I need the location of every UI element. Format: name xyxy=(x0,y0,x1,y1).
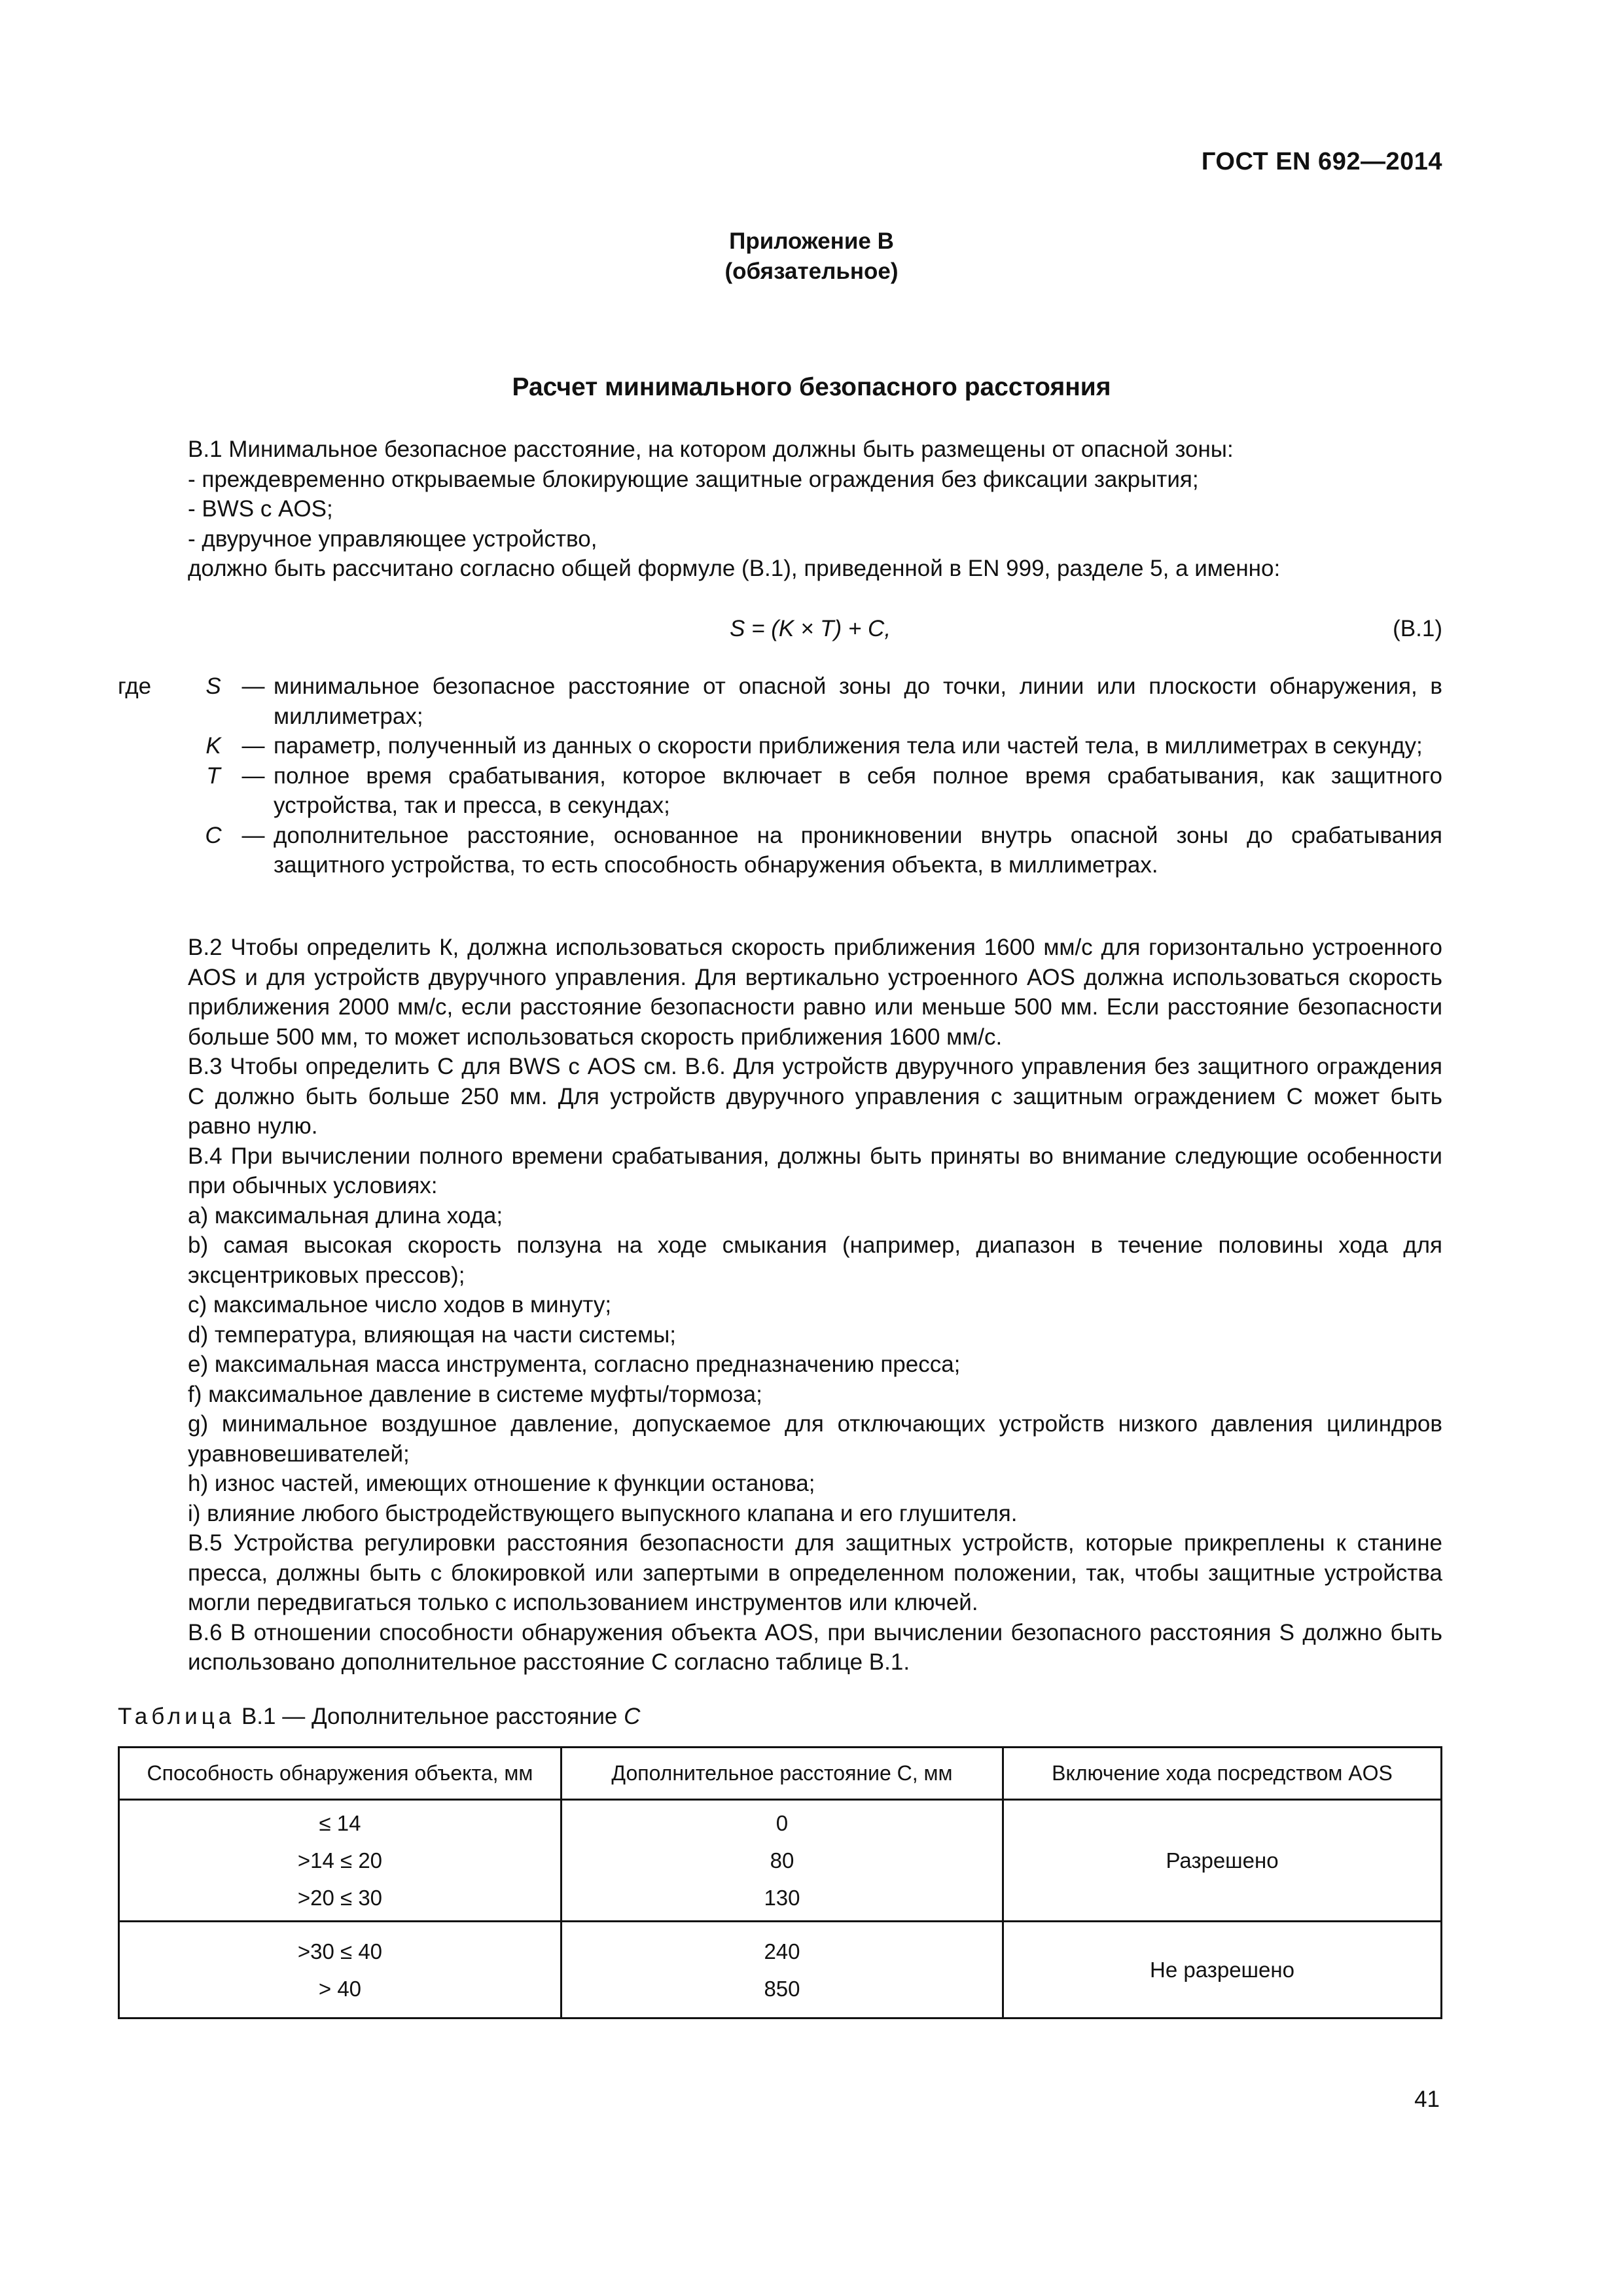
b4-list-item: е) максимальная масса инструмента, согласно предназначению пресса; xyxy=(188,1352,961,1377)
definition-symbol: K xyxy=(205,733,221,759)
column-header-aos: Включение хода посредством AOS xyxy=(1003,1748,1442,1800)
b1-tail: должно быть рассчитано согласно общей формуле (В.1), приведенной в EN 999, разделе 5, а именно: xyxy=(188,556,1281,581)
detection-value: > 40 xyxy=(318,1976,362,2001)
definition-dash: — xyxy=(241,822,265,848)
detection-cell xyxy=(119,1800,562,1922)
table-caption-text: В.1 — Дополнительное расстояние xyxy=(235,1704,624,1729)
definition-dash: — xyxy=(241,733,265,759)
detection-value: ≤ 14 xyxy=(319,1811,361,1835)
definition-symbol: S xyxy=(205,673,221,699)
clause-b2: В.2 Чтобы определить К, должна использоваться скорость приближения 1600 мм/с для горизонтально устроенного AOS и для устройств двуручного управления. Для вертикально устроенного AOS должна использоваться скорость приближения 2000 мм/с, если расстояние безопасности равно или меньше 500 мм. Если расстояние безопасности больше 500 мм, то может использоваться скорость приближения 1600 мм/с. xyxy=(188,935,1442,1050)
clause-b4: В.4 При вычислении полного времени срабатывания, должны быть приняты во внимание следующие особенности при обычных условиях: xyxy=(188,1143,1442,1198)
distance-value: 850 xyxy=(764,1976,800,2001)
detection-value: >14 ≤ 20 xyxy=(297,1848,383,1873)
detection-value: >30 ≤ 40 xyxy=(297,1939,383,1964)
b4-list-item: f) максимальное давление в системе муфты/тормоза; xyxy=(188,1381,762,1407)
annex-status: (обязательное) xyxy=(724,259,899,284)
definitions-list xyxy=(118,672,1442,880)
definition-text: минимальное безопасное расстояние от опасной зоны до точки, линии или плоскости обнаружения, в миллиметрах; xyxy=(274,673,1442,729)
distance-cell xyxy=(561,1800,1003,1922)
distance-value: 80 xyxy=(770,1848,794,1873)
definition-text: полное время срабатывания, которое включает в себя полное время срабатывания, как защитного устройства, так и пресса, в секундах; xyxy=(274,762,1442,818)
formula-expression: S = (K × T) + C, xyxy=(730,616,891,641)
clauses-b2-b6 xyxy=(118,933,1442,1677)
b4-list-item: d) температура, влияющая на части системы; xyxy=(188,1321,677,1348)
table-row xyxy=(119,1922,1442,2018)
b4-list-item: g) минимальное воздушное давление, допускаемое для отключающих устройств низкого давления цилиндров уравновешивателей; xyxy=(188,1411,1442,1467)
column-header-distance: Дополнительное расстояние С, мм xyxy=(561,1748,1003,1800)
definition-symbol: T xyxy=(206,762,221,789)
clause-b6: В.6 В отношении способности обнаружения объекта AOS, при вычислении безопасного расстояния S должно быть использовано дополнительное расстояние С согласно таблице В.1. xyxy=(188,1619,1442,1675)
where-label: где xyxy=(118,673,152,699)
table-header-row xyxy=(119,1748,1442,1800)
definition-row xyxy=(118,761,1442,821)
definition-symbol: C xyxy=(205,822,222,848)
definition-row xyxy=(118,821,1442,880)
distance-value: 130 xyxy=(764,1886,800,1910)
standard-code: ГОСТ EN 692—2014 xyxy=(1201,148,1442,175)
page-number: 41 xyxy=(1414,2087,1440,2112)
aos-cell: Не разрешено xyxy=(1003,1922,1442,2018)
section-title: Расчет минимального безопасного расстояния xyxy=(512,373,1111,401)
b1-intro: В.1 Минимальное безопасное расстояние, на котором должны быть размещены от опасной зоны: xyxy=(188,437,1234,462)
definition-dash: — xyxy=(241,673,265,699)
detection-cell xyxy=(119,1922,562,2018)
definition-dash: — xyxy=(241,762,265,789)
table-caption-symbol: С xyxy=(624,1704,641,1729)
b1-item: - преждевременно открываемые блокирующие защитные ограждения без фиксации закрытия; xyxy=(188,466,1199,492)
column-header-detection: Способность обнаружения объекта, мм xyxy=(119,1748,562,1800)
b4-list-item: а) максимальная длина хода; xyxy=(188,1202,503,1229)
definition-text: параметр, полученный из данных о скорости приближения тела или частей тела, в миллиметрах в секунду; xyxy=(274,733,1423,759)
definition-text: дополнительное расстояние, основанное на проникновении внутрь опасной зоны до срабатывания защитного устройства, то есть способность обнаружения объекта, в миллиметрах. xyxy=(274,822,1442,878)
b4-list-item: i) влияние любого быстродействующего выпускного клапана и его глушителя. xyxy=(188,1500,1018,1526)
definition-row xyxy=(118,731,1442,761)
detection-value: >20 ≤ 30 xyxy=(297,1886,383,1910)
b1-item: - двуручное управляющее устройство, xyxy=(188,526,597,552)
b4-list-item: h) износ частей, имеющих отношение к функции останова; xyxy=(188,1471,815,1496)
table-caption xyxy=(118,1702,640,1731)
b4-list-item: b) самая высокая скорость ползуна на ходе смыкания (например, диапазон в течение половины хода для эксцентриковых прессов); xyxy=(188,1232,1442,1288)
distance-value: 0 xyxy=(776,1811,789,1835)
clause-b1 xyxy=(118,435,1442,584)
clause-b5: В.5 Устройства регулировки расстояния безопасности для защитных устройств, которые прикреплены к станине пресса, должны быть с блокировкой или запертыми в определенном положении, так, чтобы защитные устройства могли передвигаться только с использованием инструментов или ключей. xyxy=(188,1530,1442,1615)
annex-heading xyxy=(0,226,1623,287)
b4-list-item: с) максимальное число ходов в минуту; xyxy=(188,1292,612,1318)
b1-item: - BWS с AOS; xyxy=(188,496,333,522)
formula-number: (В.1) xyxy=(1393,616,1442,641)
table-caption-word: Таблица xyxy=(118,1704,236,1729)
aos-cell: Разрешено xyxy=(1003,1800,1442,1922)
annex-title: Приложение В xyxy=(729,228,894,254)
additional-distance-table xyxy=(118,1746,1442,2019)
distance-value: 240 xyxy=(764,1939,800,1964)
table-row xyxy=(119,1800,1442,1922)
distance-cell xyxy=(561,1922,1003,2018)
clause-b3: В.3 Чтобы определить С для BWS с AOS см. В.6. Для устройств двуручного управления без защитного ограждения С должно быть больше 250 мм. Для устройств двуручного управления с защитным ограждением С может быть равно нулю. xyxy=(188,1054,1442,1139)
definition-row xyxy=(118,672,1442,731)
